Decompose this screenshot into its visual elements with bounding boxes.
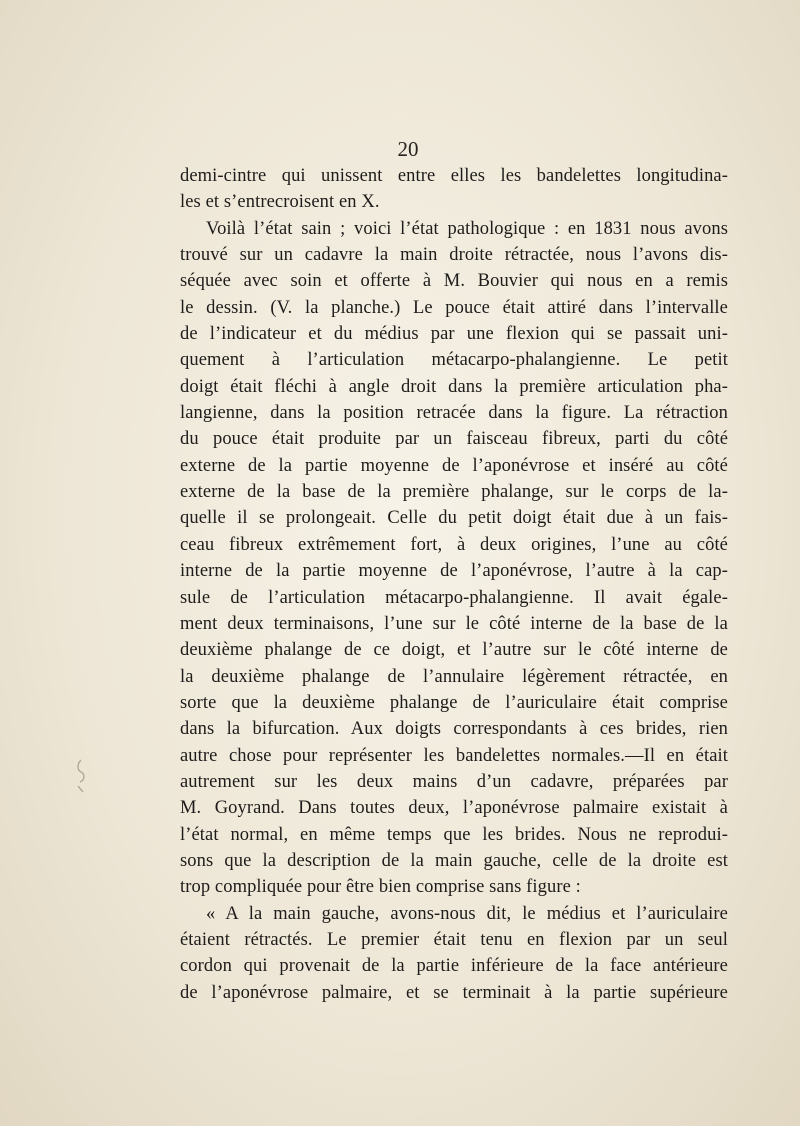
text-line: ment deux terminaisons, l’une sur le côté interne de la base de la [180, 613, 728, 634]
text-line: sorte que la deuxième phalange de l’auriculaire était comprise [180, 692, 728, 713]
text-line: du pouce était produite par un faisceau fibreux, parti du côté [180, 429, 728, 450]
text-line: M. Goyrand. Dans toutes deux, l’aponévrose palmaire existait à [180, 798, 728, 819]
text-line: demi-cintre qui unissent entre elles les bandelettes longitudina- [180, 166, 728, 186]
text-line: les et s’entrecroisent en X. [180, 192, 380, 213]
text-line: autre chose pour représenter les bandelettes normales.—Il en était [180, 745, 728, 766]
text-line: de l’indicateur et du médius par une flexion qui se passait uni- [180, 324, 728, 345]
text-line: autrement sur les deux mains d’un cadavre, préparées par [180, 771, 728, 792]
text-line: sons que la description de la main gauche, celle de la droite est [180, 850, 728, 871]
text-line: deuxième phalange de ce doigt, et l’autre sur le côté interne de [180, 640, 728, 661]
text-line: la deuxième phalange de l’annulaire légèrement rétractée, en [180, 666, 728, 687]
text-line: « A la main gauche, avons-nous dit, le médius et l’auriculaire [206, 903, 728, 924]
text-line: l’état normal, en même temps que les brides. Nous ne reprodui- [180, 824, 728, 845]
text-line: étaient rétractés. Le premier était tenu en flexion par un seul [180, 929, 728, 950]
page-number: 20 [397, 137, 419, 161]
text-line: Voilà l’état sain ; voici l’état pathologique : en 1831 nous avons [206, 218, 728, 239]
text-line: de l’aponévrose palmaire, et se terminait à la partie supérieure [180, 982, 728, 1003]
text-line: doigt était fléchi à angle droit dans la première articulation pha- [180, 376, 728, 397]
text-line: séquée avec soin et offerte à M. Bouvier qui nous en a remis [180, 271, 728, 292]
text-line: trop compliquée pour être bien comprise sans figure : [180, 877, 581, 898]
margin-ink-mark [74, 758, 88, 794]
text-line: quelle il se prolongeait. Celle du petit doigt était due à un fais- [180, 508, 728, 529]
text-line: trouvé sur un cadavre la main droite rétractée, nous l’avons dis- [180, 245, 728, 266]
text-line: interne de la partie moyenne de l’aponévrose, l’autre à la cap- [180, 561, 728, 582]
text-line: quement à l’articulation métacarpo-phalangienne. Le petit [180, 350, 728, 371]
text-line: langienne, dans la position retracée dans la figure. La rétraction [180, 403, 728, 424]
text-line: le dessin. (V. la planche.) Le pouce était attiré dans l’intervalle [180, 297, 728, 318]
body-text [180, 163, 728, 1006]
text-line: externe de la partie moyenne de l’aponévrose et inséré au côté [180, 455, 728, 476]
text-line: externe de la base de la première phalange, sur le corps de la- [180, 482, 728, 503]
text-line: ceau fibreux extrêmement fort, à deux origines, l’une au côté [180, 534, 728, 555]
text-line: cordon qui provenait de la partie inférieure de la face antérieure [180, 956, 728, 977]
text-line: dans la bifurcation. Aux doigts correspondants à ces brides, rien [180, 719, 728, 740]
text-line: sule de l’articulation métacarpo-phalangienne. Il avait égale- [180, 587, 728, 608]
